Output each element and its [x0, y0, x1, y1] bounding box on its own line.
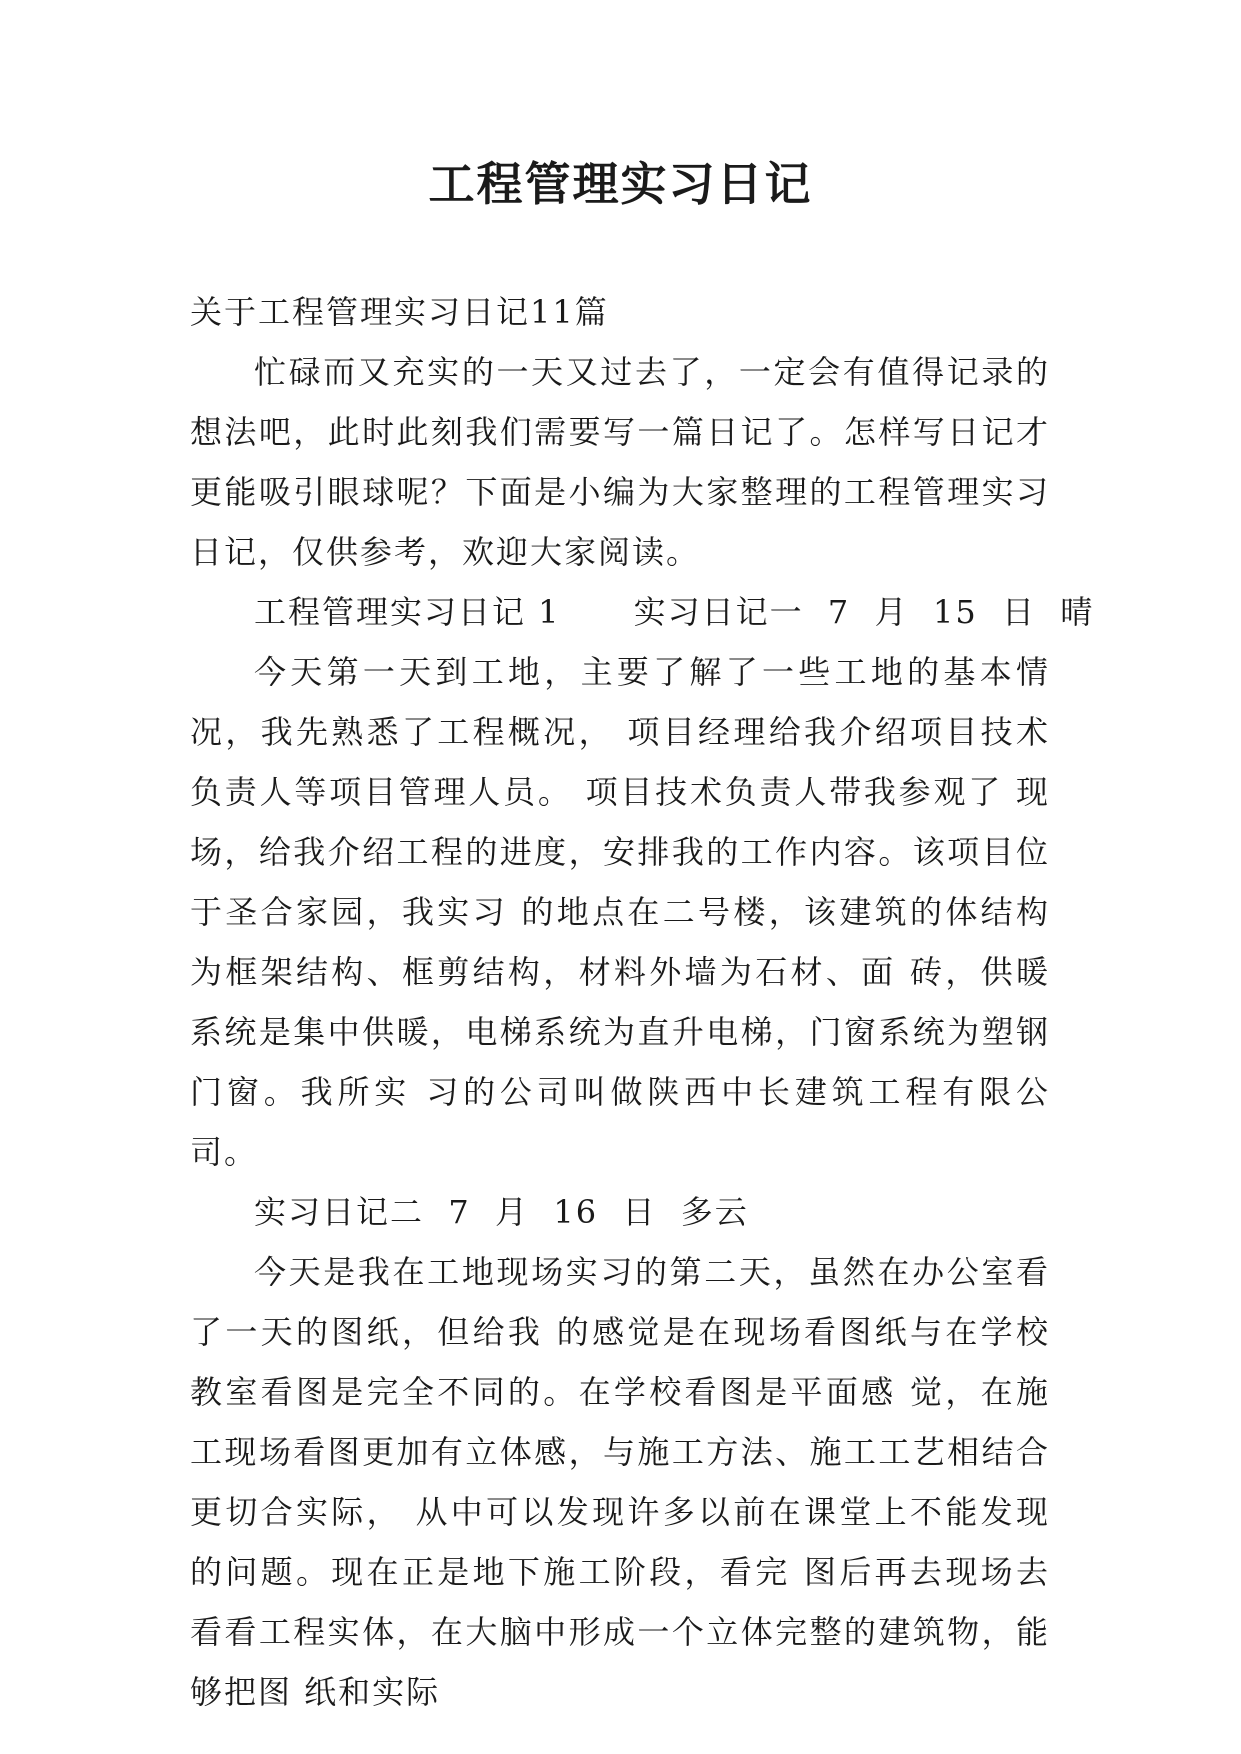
diary-heading-1: 工程管理实习日记 1 实习日记一 7 月 15 日 晴	[254, 593, 1095, 631]
document-body	[190, 282, 1095, 1722]
diary-paragraph-1: 今天第一天到工地，主要了解了一些工地的基本情况，我先熟悉了工程概况， 项目经理给我介绍项目技术负责人等项目管理人员。 项目技术负责人带我参观了 现场，给我介绍工程的进度，安排我的工作内容。该项目位于圣合家园，我实习 的地点在二号楼，该建筑的体结构为框架结构、框剪结构，材料外墙为石材、面 砖，供暖系统是集中供暖，电梯系统为直升电梯，门窗系统为塑钢门窗。我所实 习的公司叫做陕西中长建筑工程有限公司。	[190, 653, 1050, 1171]
diary-paragraph-2: 今天是我在工地现场实习的第二天，虽然在办公室看了一天的图纸，但给我 的感觉是在现场看图纸与在学校教室看图是完全不同的。在学校看图是平面感 觉，在施工现场看图更加有立体感，与施工方法、施工工艺相结合更切合实际， 从中可以发现许多以前在课堂上不能发现的问题。现在正是地下施工阶段，看完 图后再去现场去看看工程实体，在大脑中形成一个立体完整的建筑物，能够把图 纸和实际	[190, 1253, 1050, 1711]
document-title: 工程管理实习日记	[428, 157, 813, 211]
diary-heading-2: 实习日记二 7 月 16 日 多云	[254, 1193, 749, 1231]
document-subtitle: 关于工程管理实习日记11篇	[190, 293, 609, 331]
intro-paragraph: 忙碌而又充实的一天又过去了，一定会有值得记录的想法吧，此时此刻我们需要写一篇日记了。怎样写日记才更能吸引眼球呢？下面是小编为大家整理的工程管理实习日记，仅供参考，欢迎大家阅读。	[190, 353, 1050, 571]
